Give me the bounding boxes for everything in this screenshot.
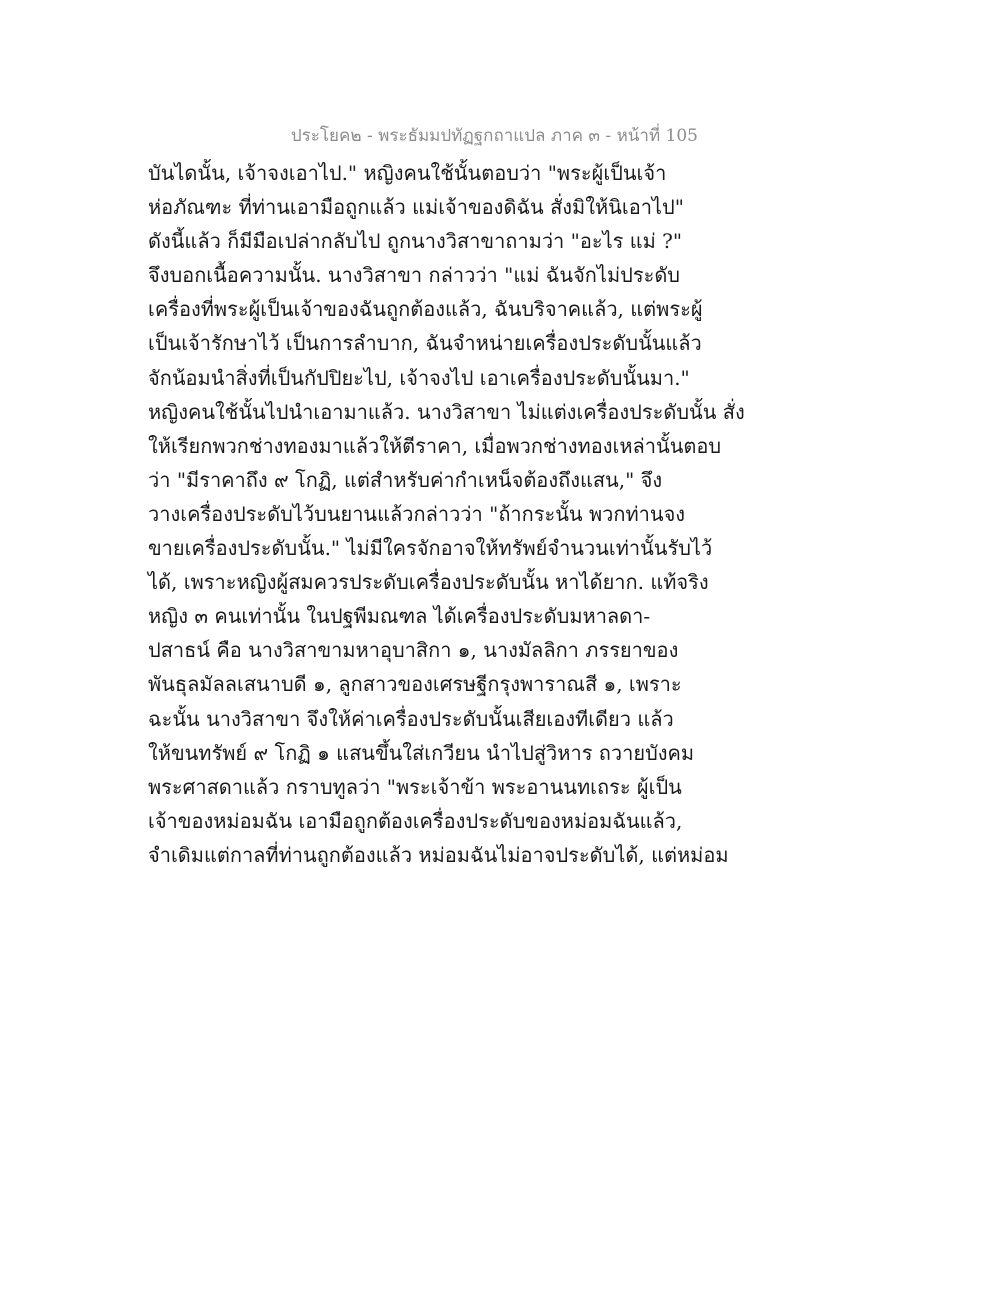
- text-line: ปสาธน์ คือ นางวิสาขามหาอุบาสิกา ๑, นางมัลลิกา ภรรยาของ: [148, 638, 679, 663]
- text-line: หญิง ๓ คนเท่านั้น ในปฐพีมณฑล ได้เครื่องประดับมหาลดา-: [148, 604, 651, 629]
- body-text: [148, 156, 748, 872]
- text-line: เจ้าของหม่อมฉัน เอามือถูกต้องเครื่องประดับของหม่อมฉันแล้ว,: [148, 808, 683, 833]
- text-line: ดังนี้แล้ว ก็มีมือเปล่ากลับไป ถูกนางวิสาขาถามว่า "อะไร แม่ ?": [148, 229, 683, 254]
- text-line: พันธุลมัลลเสนาบดี ๑, ลูกสาวของเศรษฐีกรุงพาราณสี ๑, เพราะ: [148, 672, 682, 697]
- text-line: วางเครื่องประดับไว้บนยานแล้วกล่าวว่า "ถ้ากระนั้น พวกท่านจง: [148, 501, 686, 526]
- text-line: ให้เรียกพวกช่างทองมาแล้วให้ตีราคา, เมื่อพวกช่างทองเหล่านั้นตอบ: [148, 433, 722, 458]
- running-header: ประโยค๒ - พระธัมมปทัฏฐกถาแปล ภาค ๓ - หน้าที่ 105: [290, 126, 698, 146]
- text-line: ฉะนั้น นางวิสาขา จึงให้ค่าเครื่องประดับนั้นเสียเองทีเดียว แล้ว: [148, 706, 674, 731]
- text-line: ขายเครื่องประดับนั้น." ไม่มีใครจักอาจให้ทรัพย์จำนวนเท่านั้นรับไว้: [148, 536, 713, 561]
- text-line: หญิงคนใช้นั้นไปนำเอามาแล้ว. นางวิสาขา ไม่แต่งเครื่องประดับนั้น สั่ง: [148, 399, 745, 424]
- text-line: เป็นเจ้ารักษาไว้ เป็นการลำบาก, ฉันจำหน่ายเครื่องประดับนั้นแล้ว: [148, 331, 702, 356]
- text-line: จำเดิมแต่กาลที่ท่านถูกต้องแล้ว หม่อมฉันไม่อาจประดับได้, แต่หม่อม: [148, 842, 729, 867]
- text-line: บันไดนั้น, เจ้าจงเอาไป." หญิงคนใช้นั้นตอบว่า "พระผู้เป็นเจ้า: [148, 161, 667, 185]
- text-line: ได้, เพราะหญิงผู้สมควรประดับเครื่องประดับนั้น หาได้ยาก. แท้จริง: [148, 570, 709, 595]
- text-line: พระศาสดาแล้ว กราบทูลว่า "พระเจ้าข้า พระอานนทเถระ ผู้เป็น: [148, 774, 682, 799]
- text-line: เครื่องที่พระผู้เป็นเจ้าของฉันถูกต้องแล้ว, ฉันบริจาคแล้ว, แต่พระผู้: [148, 297, 703, 322]
- text-line: ให้ขนทรัพย์ ๙ โกฏิ ๑ แสนขึ้นใส่เกวียน นำไปสู่วิหาร ถวายบังคม: [148, 740, 695, 765]
- text-line: ห่อภัณฑะ ที่ท่านเอามือถูกแล้ว แม่เจ้าของดิฉัน สั่งมิให้นิเอาไป": [148, 195, 684, 220]
- text-line: จักน้อมนำสิ่งที่เป็นกัปปิยะไป, เจ้าจงไป เอาเครื่องประดับนั้นมา.": [148, 365, 690, 390]
- text-line: จึงบอกเนื้อความนั้น. นางวิสาขา กล่าวว่า "แม่ ฉันจักไม่ประดับ: [148, 263, 681, 288]
- text-line: ว่า "มีราคาถึง ๙ โกฏิ, แต่สำหรับค่ากำเหน็จต้องถึงแสน," จึง: [148, 467, 663, 492]
